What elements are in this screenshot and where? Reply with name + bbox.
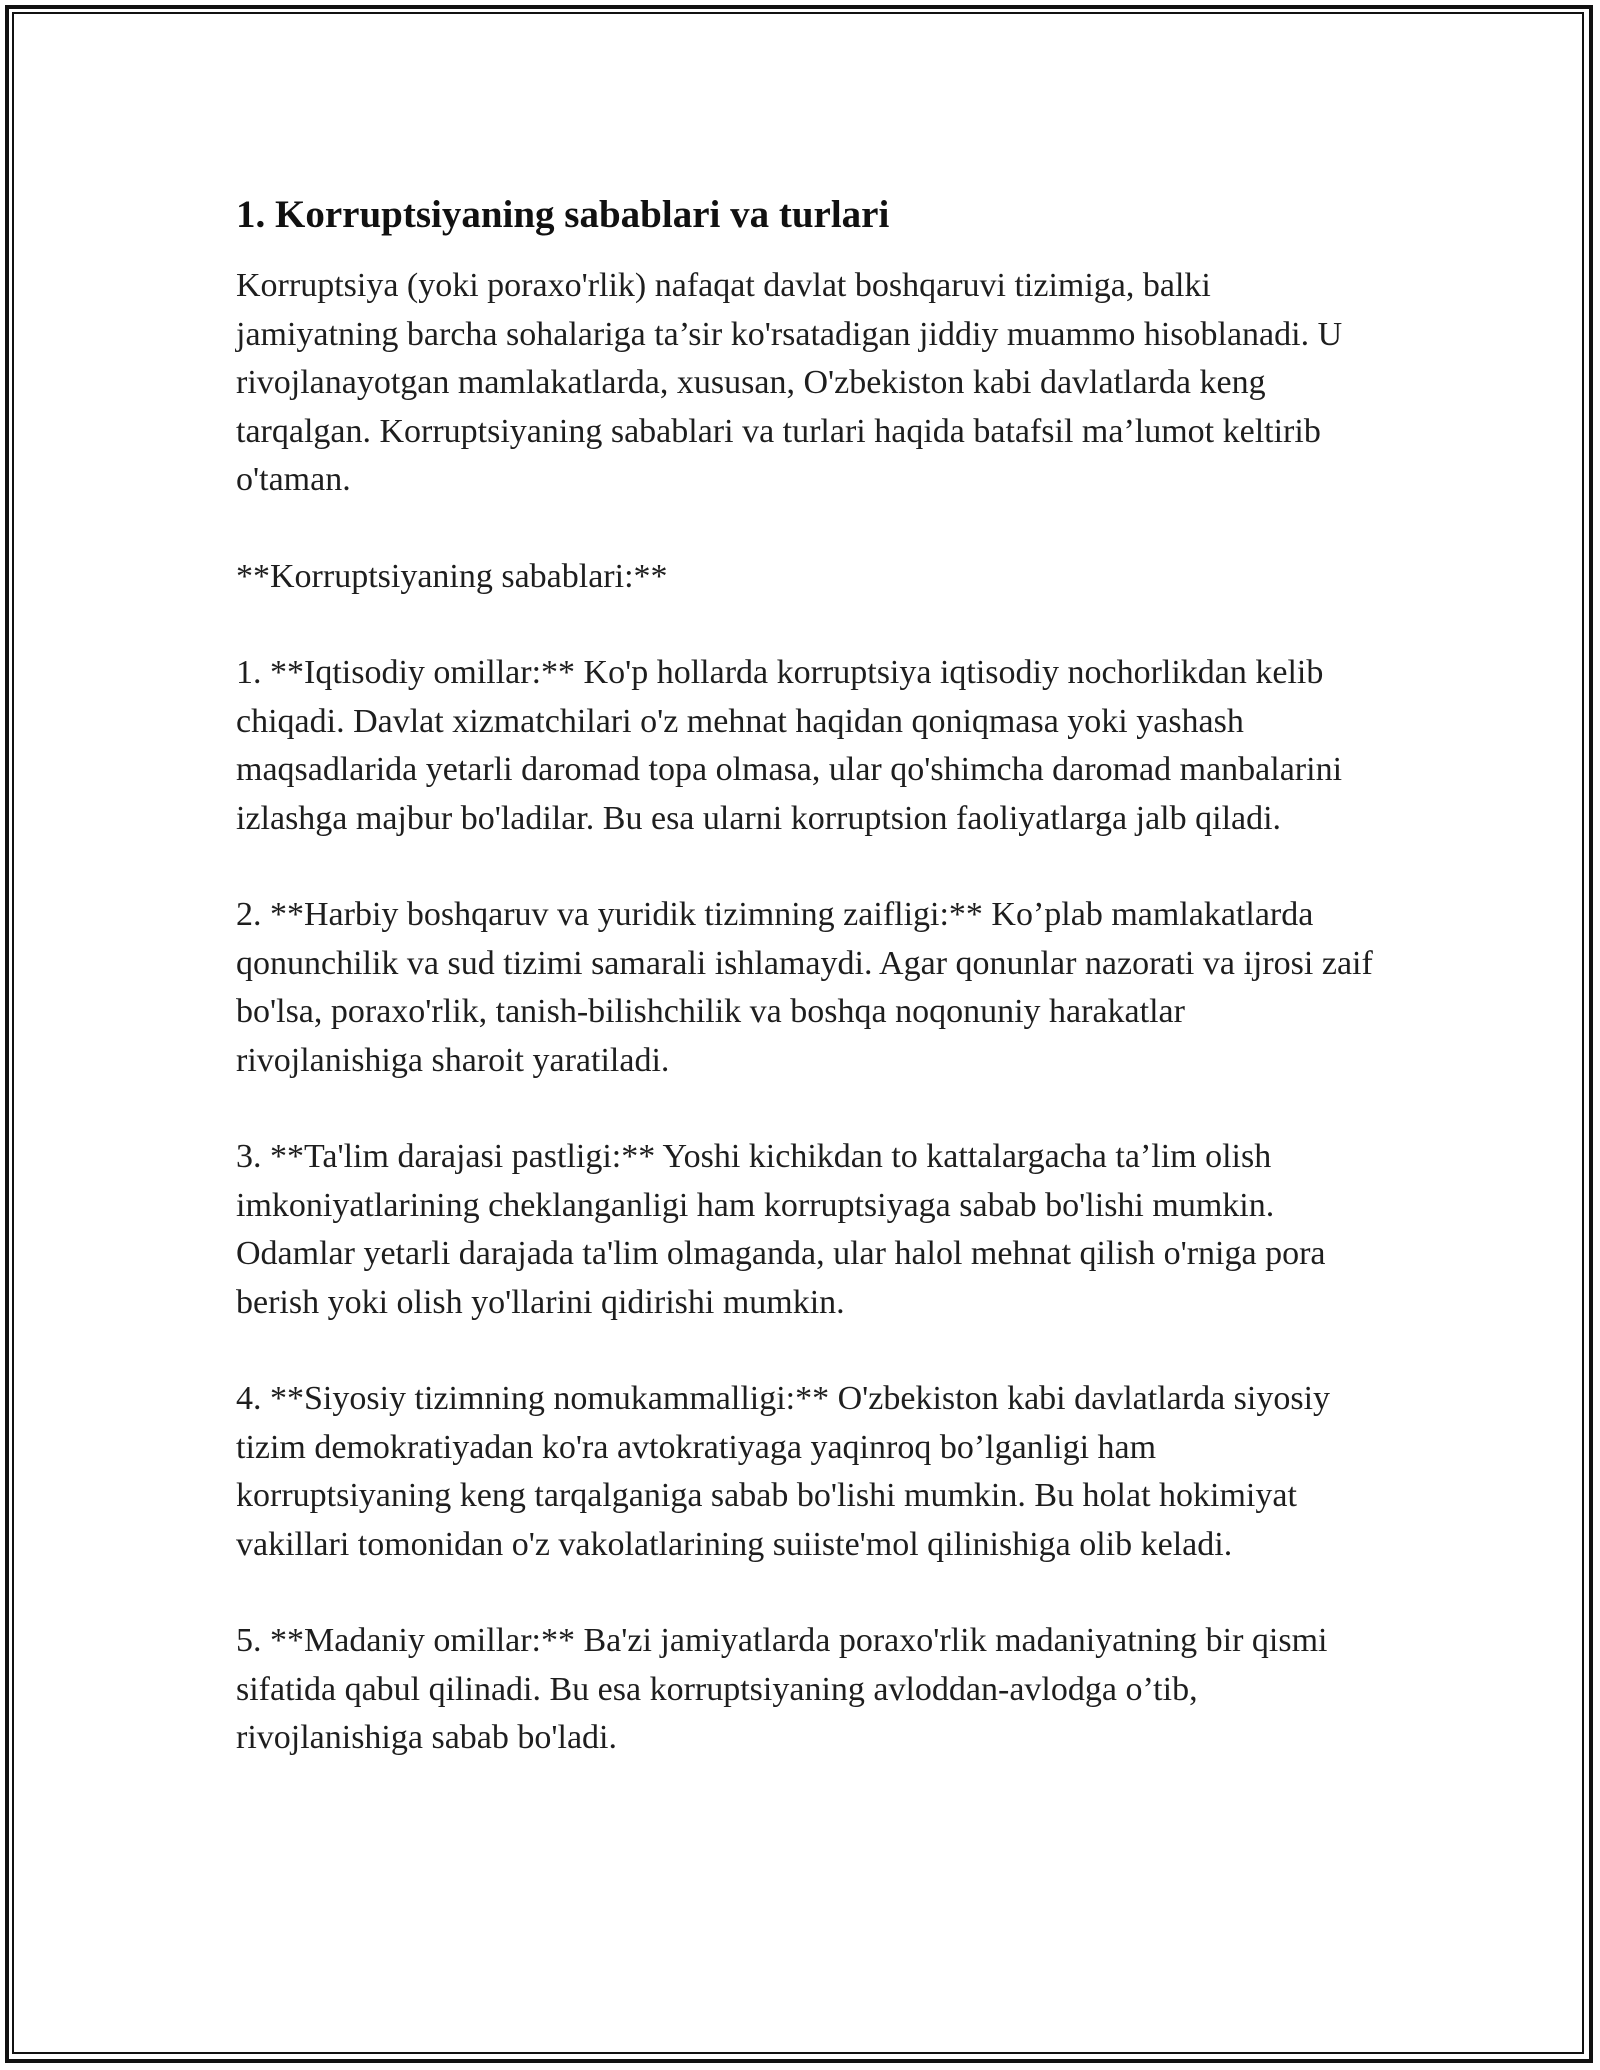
cause-item-education: 3. **Ta'lim darajasi pastligi:** Yoshi kichikdan to kattalargacha ta’lim olish imkoniyatlarining cheklanganligi ham korruptsiyaga sabab bo'lishi mumkin. Odamlar yetarli darajada ta'lim olmaganda, ular halol mehnat qilish o'rniga pora berish yoki olish yo'llarini qidirishi mumkin. [236, 1138, 1326, 1321]
cause-item-economic: 1. **Iqtisodiy omillar:** Ko'p hollarda korruptsiya iqtisodiy nochorlikdan kelib chiqadi. Davlat xizmatchilari o'z mehnat haqidan qoniqmasa yoki yashash maqsadlarida yetarli daromad topa olmasa, ular qo'shimcha daromad manbalarini izlashga majbur bo'ladilar. Bu esa ularni korruptsion faoliyatlarga jalb qiladi. [236, 654, 1343, 837]
cause-item-political: 4. **Siyosiy tizimning nomukammalligi:** O'zbekiston kabi davlatlarda siyosiy tizim demokratiyadan ko'ra avtokratiyaga yaqinroq bo’lganligi ham korruptsiyaning keng tarqalganiga sabab bo'lishi mumkin. Bu holat hokimiyat vakillari tomonidan o'z vakolatlarining suiiste'mol qilinishiga olib keladi. [236, 1380, 1331, 1563]
causes-subheading: **Korruptsiyaning sabablari:** [236, 557, 668, 595]
cause-item-cultural: 5. **Madaniy omillar:** Ba'zi jamiyatlarda poraxo'rlik madaniyatning bir qismi sifatida qabul qilinadi. Bu esa korruptsiyaning avloddan-avlodga o’tib, rivojlanishiga sabab bo'ladi. [236, 1622, 1328, 1756]
cause-item-legal-weakness: 2. **Harbiy boshqaruv va yuridik tizimning zaifligi:** Ko’plab mamlakatlarda qonunchilik va sud tizimi samarali ishlamaydi. Agar qonunlar nazorati va ijrosi zaif bo'lsa, poraxo'rlik, tanish-bilishchilik va boshqa noqonuniy harakatlar rivojlanishiga sharoit yaratiladi. [236, 896, 1373, 1079]
intro-paragraph: Korruptsiya (yoki poraxo'rlik) nafaqat davlat boshqaruvi tizimiga, balki jamiyatning barcha sohalariga ta’sir ko'rsatadigan jiddiy muammo hisoblanadi. U rivojlanayotgan mamlakatlarda, xususan, O'zbekiston kabi davlatlarda keng tarqalgan. Korruptsiyaning sabablari va turlari haqida batafsil ma’lumot keltirib o'taman. [236, 267, 1343, 498]
document-body [236, 190, 1376, 1763]
section-heading: 1. Korruptsiyaning sabablari va turlari [236, 193, 890, 236]
